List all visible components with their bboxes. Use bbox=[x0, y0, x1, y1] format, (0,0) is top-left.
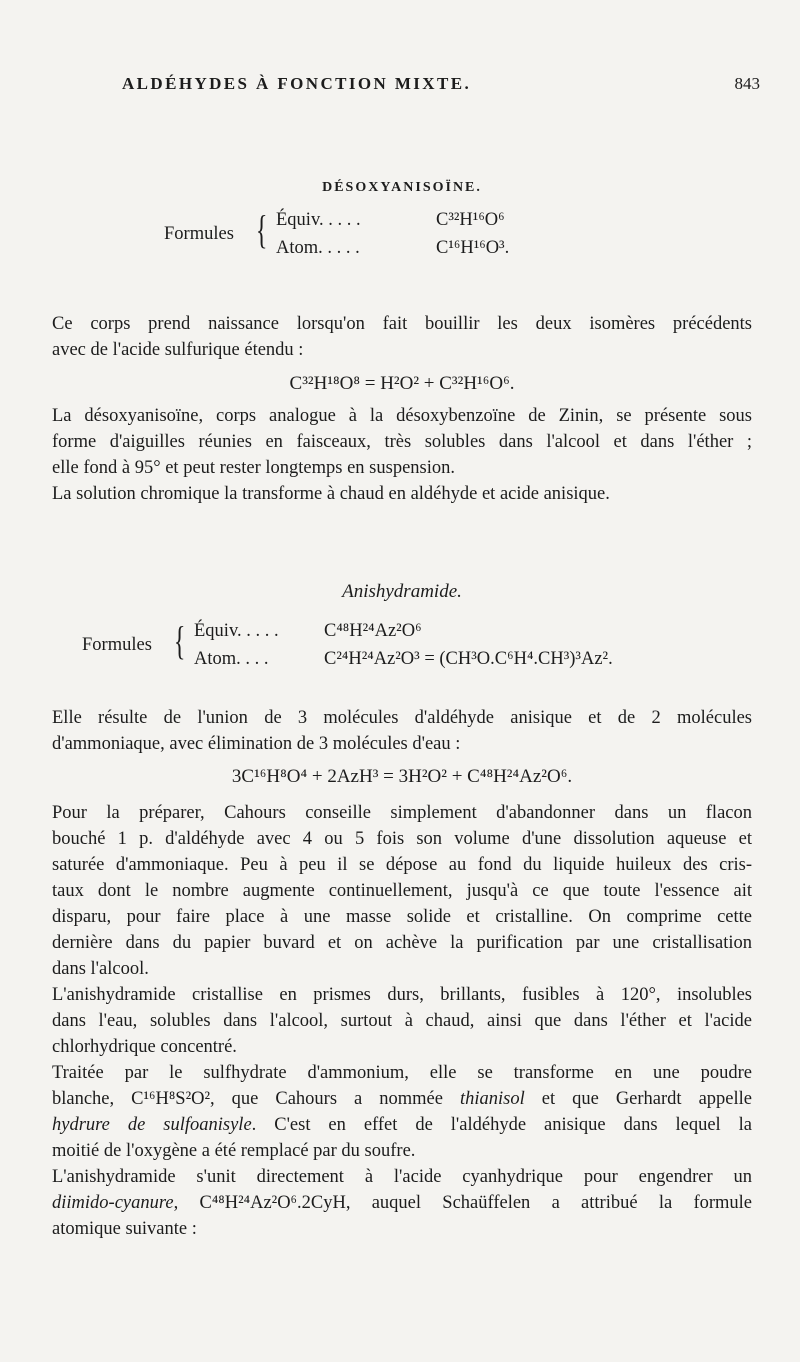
formula-atom-value: C²⁴H²⁴Az²O³ = (CH³O.C⁶H⁴.CH³)³Az². bbox=[324, 649, 613, 669]
section-title-anishydramide: Anishydramide. bbox=[342, 581, 462, 602]
text-line: forme d'aiguilles réunies en faisceaux, très solubles dans l'alcool et dans l'éther ; bbox=[52, 432, 752, 452]
text-line: atomique suivante : bbox=[52, 1219, 197, 1239]
equation: 3C¹⁶H⁸O⁴ + 2AzH³ = 3H²O² + C⁴⁸H²⁴Az²O⁶. bbox=[231, 766, 573, 787]
formula-equiv-value: C³²H¹⁶O⁶ bbox=[436, 210, 505, 230]
running-title: ALDÉHYDES À FONCTION MIXTE. bbox=[122, 74, 472, 93]
text-line: diimido-cyanure, C⁴⁸H²⁴Az²O⁶.2CyH, auquel Schaüffelen a attribué la formule bbox=[52, 1193, 752, 1213]
paragraph bbox=[52, 1164, 752, 1242]
text-line: avec de l'acide sulfurique étendu : bbox=[52, 340, 304, 360]
text-line: chlorhydrique concentré. bbox=[52, 1037, 237, 1057]
brace: { bbox=[255, 207, 268, 252]
text-line: Ce corps prend naissance lorsqu'on fait bouillir les deux isomères précédents bbox=[52, 314, 752, 334]
text-line: dernière dans du papier buvard et on achève la purification par une cristallisation bbox=[52, 933, 752, 953]
paragraph bbox=[52, 982, 752, 1060]
text-line: Traitée par le sulfhydrate d'ammonium, elle se transforme en une poudre bbox=[52, 1063, 752, 1083]
formula-atom-value: C¹⁶H¹⁶O³. bbox=[436, 238, 510, 258]
section-title-desoxyanisoine: DÉSOXYANISOÏNE. bbox=[322, 180, 482, 195]
formulas-label: Formules bbox=[164, 224, 234, 244]
text-line: bouché 1 p. d'aldéhyde avec 4 ou 5 fois son volume d'une dissolution aqueuse et bbox=[52, 829, 752, 849]
text-line: L'anishydramide cristallise en prismes durs, brillants, fusibles à 120°, insolubles bbox=[52, 985, 752, 1005]
text-line: saturée d'ammoniaque. Peu à peu il se dépose au fond du liquide huileux des cris- bbox=[52, 855, 752, 875]
brace: { bbox=[173, 618, 186, 663]
formulas-desoxyanisoine bbox=[52, 202, 752, 272]
text-line: La solution chromique la transforme à chaud en aldéhyde et acide anisique. bbox=[52, 484, 610, 504]
page-number: 843 bbox=[734, 74, 760, 93]
formula-row-atom: Atom. . . . . bbox=[276, 238, 360, 258]
paragraph bbox=[52, 800, 752, 982]
text-line: dans l'alcool. bbox=[52, 959, 149, 979]
equation: C³²H¹⁸O⁸ = H²O² + C³²H¹⁶O⁶. bbox=[289, 373, 515, 394]
text-line: taux dont le nombre augmente continuellement, jusqu'à ce que toute l'essence ait bbox=[52, 881, 752, 901]
formula-equiv-value: C⁴⁸H²⁴Az²O⁶ bbox=[324, 621, 422, 641]
text-line: hydrure de sulfoanisyle. C'est en effet de l'aldéhyde anisique dans lequel la bbox=[52, 1115, 752, 1135]
text-line: Elle résulte de l'union de 3 molécules d'aldéhyde anisique et de 2 molécules bbox=[52, 708, 752, 728]
paragraph bbox=[52, 705, 752, 757]
text-line: disparu, pour faire place à une masse solide et cristalline. On comprime cette bbox=[52, 907, 752, 927]
formula-row-atom: Atom. . . . bbox=[194, 649, 269, 669]
text-line: Pour la préparer, Cahours conseille simplement d'abandonner dans un flacon bbox=[52, 803, 752, 823]
formulas-anishydramide bbox=[52, 613, 752, 683]
text-line: dans l'eau, solubles dans l'alcool, surtout à chaud, ainsi que dans l'éther et l'acide bbox=[52, 1011, 752, 1031]
text-line: La désoxyanisoïne, corps analogue à la désoxybenzoïne de Zinin, se présente sous bbox=[52, 406, 752, 426]
page-header bbox=[52, 74, 760, 104]
paragraph bbox=[52, 1060, 752, 1164]
text-line: moitié de l'oxygène a été remplacé par du soufre. bbox=[52, 1141, 416, 1161]
text-line: elle fond à 95° et peut rester longtemps en suspension. bbox=[52, 458, 455, 478]
formula-row-equiv: Équiv. . . . . bbox=[194, 621, 279, 641]
text-line: blanche, C¹⁶H⁸S²O², que Cahours a nommée thianisol et que Gerhardt appelle bbox=[52, 1089, 752, 1109]
paragraph bbox=[52, 403, 752, 481]
formulas-label: Formules bbox=[82, 635, 152, 655]
formula-row-equiv: Équiv. . . . . bbox=[276, 210, 361, 230]
text-line: L'anishydramide s'unit directement à l'acide cyanhydrique pour engendrer un bbox=[52, 1167, 752, 1187]
text-line: d'ammoniaque, avec élimination de 3 molécules d'eau : bbox=[52, 734, 461, 754]
paragraph bbox=[52, 311, 752, 363]
paragraph bbox=[52, 481, 752, 507]
